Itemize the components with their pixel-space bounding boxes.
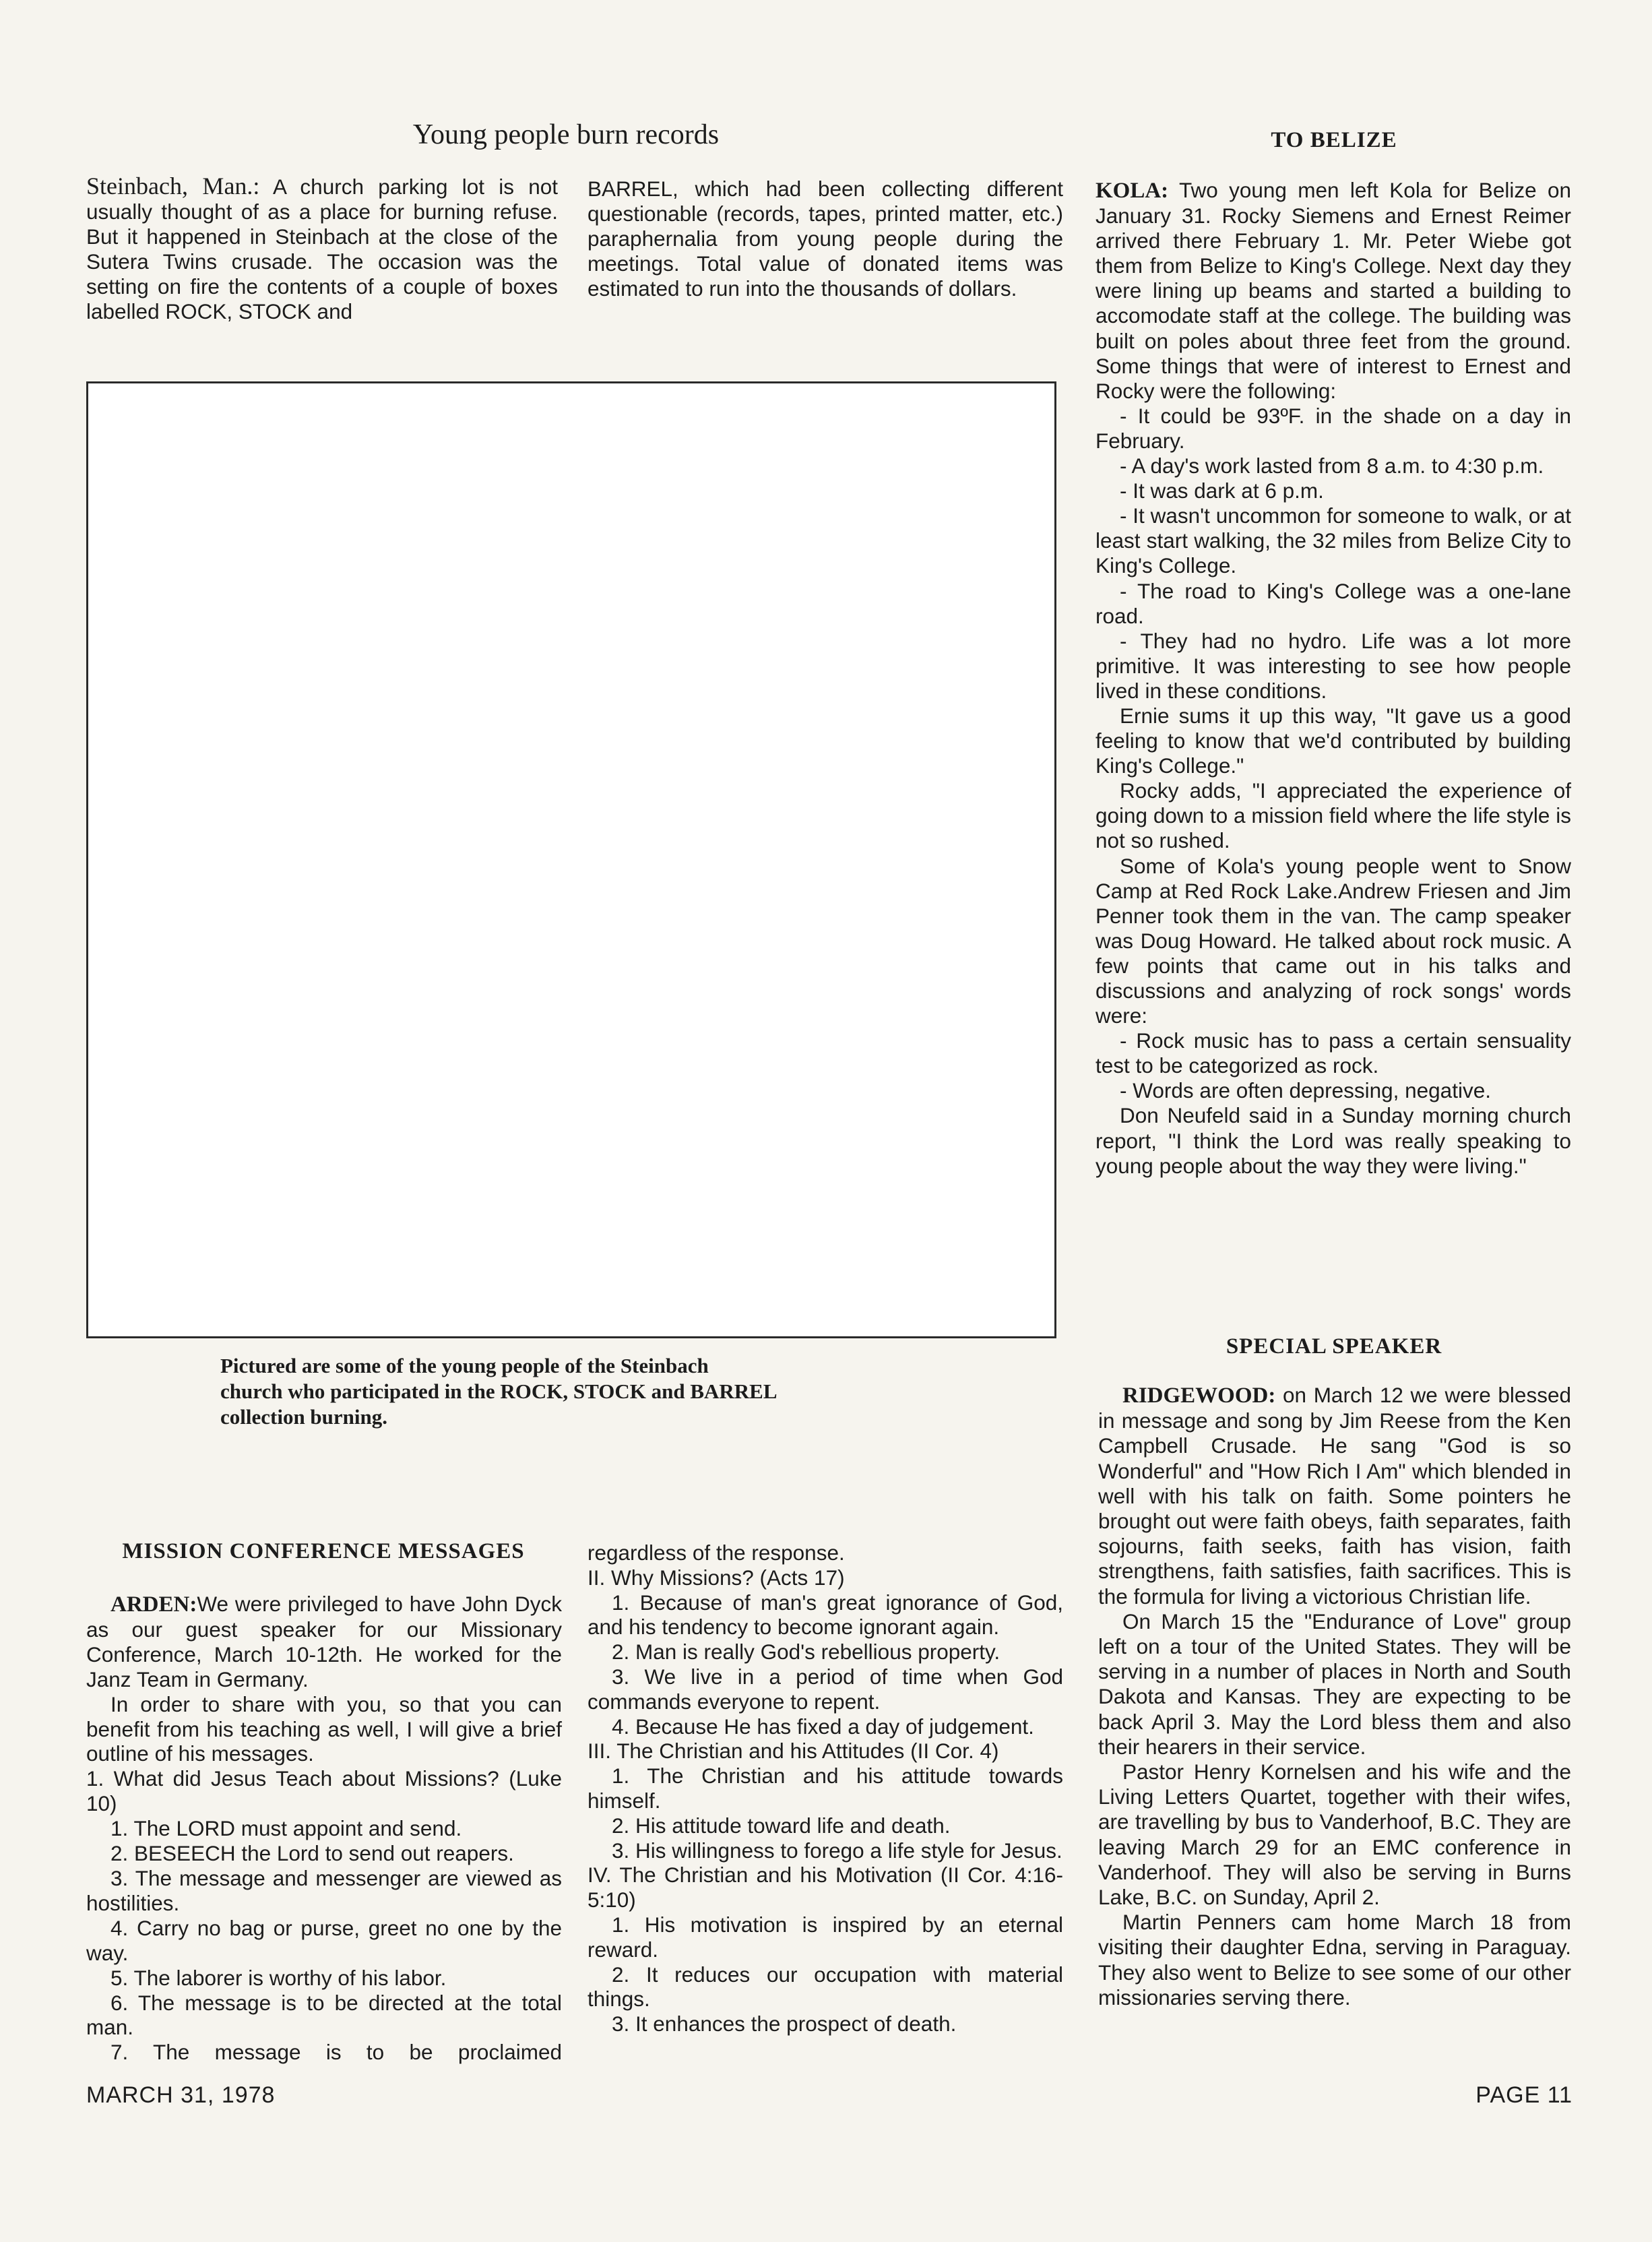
outline-item: 2. His attitude toward life and death. (612, 1813, 951, 1838)
special-speaker-heading: SPECIAL SPEAKER (1226, 1334, 1442, 1359)
photo-caption (220, 1353, 961, 1430)
belize-paragraph: Rocky adds, "I appreciated the experience of going down to a mission field where the life style is not so rushed. (1095, 778, 1571, 853)
outline-item: 1. Because of man's great ignorance of God, and his tendency to become ignorant again. (587, 1590, 1063, 1640)
belize-paragraph: Two young men left Kola for Belize on January 31. Rocky Siemens and Ernest Reimer arrived there February 1. Mr. Peter Wiebe got them from Belize to King's College. Next day they were lining up beams and started a building to accomodate staff at the college. The building was built on poles about three feet from the ground. Some things that were of interest to Ernest and Rocky were the following: (1095, 178, 1572, 403)
caption-line: collection burning. (220, 1405, 388, 1429)
steinbach-text-1: A church parking lot is not usually thought of as a place for burning refuse. But it happened in Steinbach at the close of the Sutera Twins crusade. The occasion was the setting on fire the contents of a couple of boxes labelled ROCK, STOCK and (86, 175, 559, 323)
belize-column (1095, 178, 1571, 1179)
outline-item: 4. Because He has fixed a day of judgement. (612, 1714, 1034, 1739)
outline-item: 7. The message is to be proclaimed (110, 2040, 562, 2065)
footer-page-number: PAGE 11 (1475, 2082, 1572, 2108)
outline-item: 1. The Christian and his attitude towards himself. (587, 1764, 1063, 1813)
belize-list-item: - A day's work lasted from 8 a.m. to 4:30 p.m. (1120, 454, 1544, 478)
arden-dateline: ARDEN: (110, 1592, 197, 1617)
outline-item: 5. The laborer is worthy of his labor. (110, 1965, 447, 1990)
belize-list-item: - Rock music has to pass a certain sensuality test to be categorized as rock. (1095, 1028, 1571, 1078)
outline-item: 1. His motivation is inspired by an eternal reward. (587, 1912, 1063, 1962)
belize-list-item: - They had no hydro. Life was a lot more primitive. It was interesting to see how people lived in these conditions. (1095, 628, 1571, 703)
belize-list-item: - Words are often depressing, negative. (1120, 1078, 1491, 1103)
special-speaker-column (1098, 1383, 1571, 2010)
outline-item: 3. It enhances the prospect of death. (612, 2012, 957, 2036)
steinbach-dateline: Steinbach, Man.: (86, 173, 260, 199)
special-paragraph: on March 12 we were blessed in message and song by Jim Reese from the Ken Campbell Crusade. He sang "God is so Wonderful" and "How Rich I Am" which blended in well with his talk on faith. Some pointers he brought out were faith obeys, faith separates, faith sojourns, faith seeks, faith has vision, faith strengthens, faith satisfies, faith sacrifices. This is the formula for living a victorious Christian life. (1098, 1383, 1571, 1609)
ridgewood-dateline: RIDGEWOOD: (1122, 1383, 1276, 1408)
photo-placeholder (86, 381, 1056, 1338)
mission-column-right (587, 1540, 1063, 2036)
outline-item: 2. It reduces our occupation with material things. (587, 1962, 1063, 2012)
outline-item: 2. BESEECH the Lord to send out reapers. (110, 1841, 514, 1866)
outline-item: IV. The Christian and his Motivation (II Cor. 4:16-5:10) (587, 1863, 1063, 1912)
belize-paragraph: Ernie sums it up this way, "It gave us a good feeling to know that we'd contributed by building King's College." (1095, 703, 1571, 778)
outline-item: 2. Man is really God's rebellious property. (612, 1640, 1000, 1664)
caption-line: church who participated in the ROCK, STOCK and BARREL (220, 1379, 777, 1403)
outline-item: 6. The message is to be directed at the total man. (86, 1990, 562, 2040)
special-paragraph: Pastor Henry Kornelsen and his wife and the Living Letters Quartet, together with their wifes, are travelling by bus to Vanderhoof, B.C. They are leaving March 29 for an EMC conference in Vanderhoof. They will also be serving in Burns Lake, B.C. on Sunday, April 2. (1098, 1760, 1571, 1910)
belize-paragraph: Don Neufeld said in a Sunday morning church report, "I think the Lord was really speaking to young people about the way they were living." (1095, 1103, 1571, 1178)
outline-item: 3. The message and messenger are viewed as hostilities. (86, 1865, 562, 1915)
outline-item: 3. We live in a period of time when God commands everyone to repent. (587, 1664, 1063, 1714)
outline-item: 3. His willingness to forego a life style for Jesus. (612, 1838, 1062, 1863)
outline-item: III. The Christian and his Attitudes (II Cor. 4) (587, 1739, 999, 1764)
belize-heading: TO BELIZE (1271, 128, 1397, 152)
belize-paragraph: Some of Kola's young people went to Snow Camp at Red Rock Lake.Andrew Friesen and Jim Penner took them in the van. The camp speaker was Doug Howard. He talked about rock music. A few points that came out in his talks and discussions and analyzing of rock songs' words were: (1095, 853, 1571, 1028)
special-paragraph: On March 15 the "Endurance of Love" group left on a tour of the United States. They will be serving in a number of places in North and South Dakota and Kansas. They are expecting to be back April 3. May the Lord bless them and also their hearers in their service. (1098, 1609, 1571, 1759)
outline-item: 1. The LORD must appoint and send. (110, 1816, 462, 1841)
steinbach-text-2: BARREL, which had been collecting different questionable (records, tapes, printed matter, etc.) paraphernalia from young people during the meetings. Total value of donated items was estimated to run into the thousands of dollars. (587, 177, 1063, 301)
mission-column-left (86, 1592, 562, 2065)
mission-paragraph: In order to share with you, so that you can benefit from his teaching as well, I will give a brief outline of his messages. (86, 1691, 562, 1766)
outline-item: regardless of the response. (587, 1540, 845, 1565)
mission-heading: MISSION CONFERENCE MESSAGES (122, 1539, 525, 1563)
steinbach-headline: Young people burn records (412, 119, 720, 150)
belize-list-item: - It was dark at 6 p.m. (1120, 478, 1324, 503)
belize-list-item: - It could be 93ºF. in the shade on a day in February. (1095, 403, 1571, 453)
belize-dateline: KOLA: (1095, 179, 1169, 203)
footer-date: MARCH 31, 1978 (86, 2082, 276, 2108)
steinbach-column-1 (86, 174, 558, 324)
steinbach-column-2 (587, 177, 1063, 301)
caption-line: Pictured are some of the young people of the Steinbach (220, 1354, 709, 1377)
belize-list-item: - The road to King's College was a one-lane road. (1095, 578, 1571, 628)
special-paragraph: Martin Penners cam home March 18 from visiting their daughter Edna, serving in Paraguay. They also went to Belize to see some of our other missionaries serving there. (1098, 1910, 1571, 2010)
outline-item: 4. Carry no bag or purse, greet no one by the way. (86, 1915, 562, 1965)
belize-list-item: - It wasn't uncommon for someone to walk, or at least start walking, the 32 miles from Belize City to King's College. (1095, 503, 1571, 578)
outline-item: II. Why Missions? (Acts 17) (587, 1565, 845, 1590)
mission-paragraph: We were privileged to have John Dyck as our guest speaker for our Missionary Conference, March 10-12th. He worked for the Janz Team in Germany. (86, 1592, 562, 1691)
outline-item: 1. What did Jesus Teach about Missions? (Luke 10) (86, 1766, 562, 1816)
